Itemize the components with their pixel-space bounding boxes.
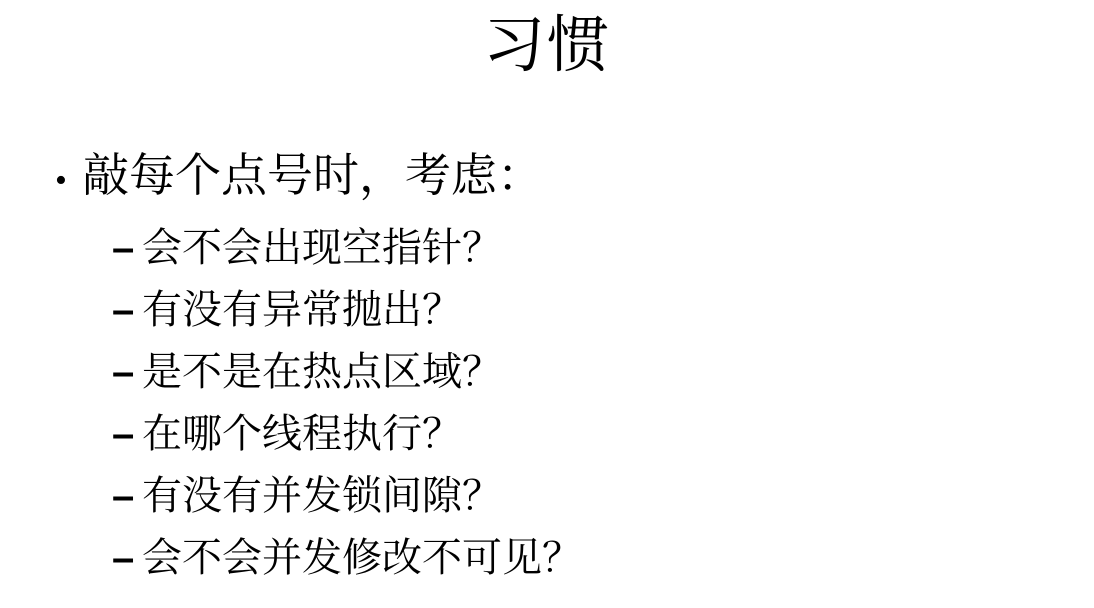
sub-bullet-item bbox=[112, 279, 1094, 341]
dash-icon: – bbox=[112, 350, 135, 394]
sub-bullet-text: 在哪个线程执行？ bbox=[142, 411, 462, 456]
bullet-icon: • bbox=[55, 162, 67, 199]
slide-title: 习惯 bbox=[482, 12, 611, 80]
sub-bullet-item bbox=[112, 465, 1094, 527]
sub-bullet-item bbox=[112, 403, 1094, 465]
sub-bullet-text: 是不是在热点区域？ bbox=[142, 349, 502, 394]
dash-icon: – bbox=[112, 412, 135, 456]
dash-icon: – bbox=[112, 226, 135, 270]
sub-bullet-text: 会不会并发修改不可见？ bbox=[142, 535, 582, 580]
sub-bullet-item bbox=[112, 527, 1094, 589]
sub-bullet-list bbox=[112, 217, 1094, 589]
bullet-text: 敲每个点号时，考虑： bbox=[83, 150, 543, 201]
bullet-item bbox=[55, 148, 1094, 209]
sub-bullet-item bbox=[112, 341, 1094, 403]
dash-icon: – bbox=[112, 288, 135, 332]
sub-bullet-item bbox=[112, 217, 1094, 279]
dash-icon: – bbox=[112, 536, 135, 580]
sub-bullet-text: 有没有异常抛出？ bbox=[142, 287, 462, 332]
dash-icon: – bbox=[112, 474, 135, 518]
sub-bullet-text: 会不会出现空指针？ bbox=[142, 225, 502, 270]
sub-bullet-text: 有没有并发锁间隙？ bbox=[142, 473, 502, 518]
